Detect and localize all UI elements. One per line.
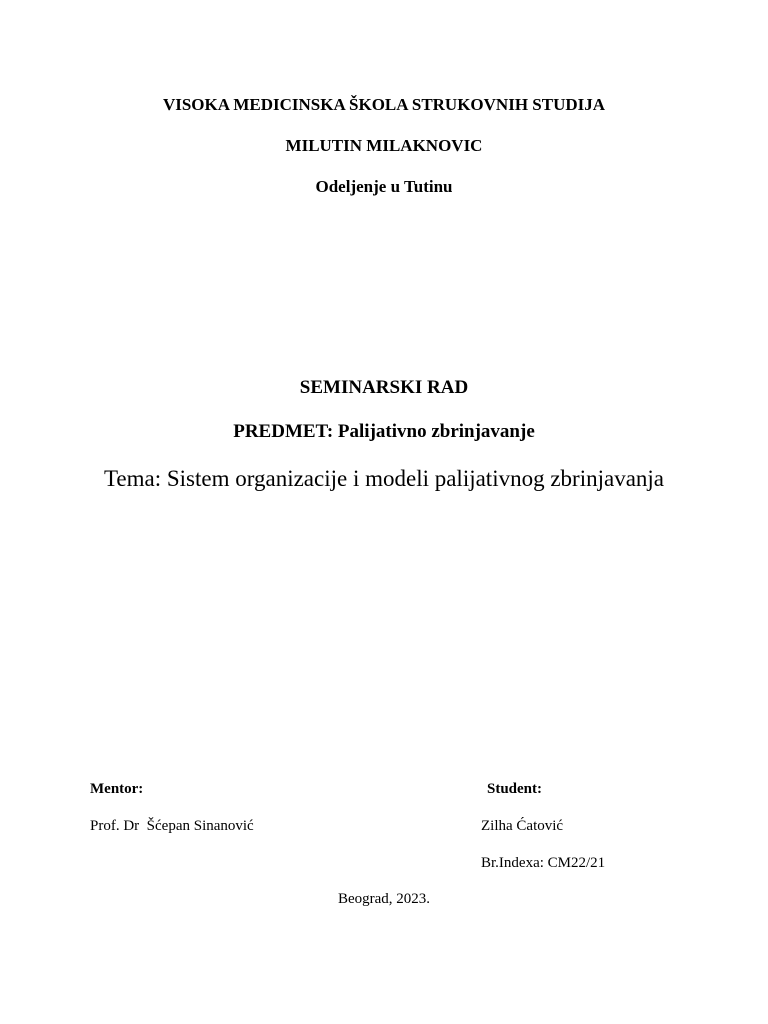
topic-line: Tema: Sistem organizacije i modeli palijativnog zbrinjavanja xyxy=(103,466,665,491)
department-name: Odeljenje u Tutinu xyxy=(315,177,453,196)
mentor-name: Prof. Dr Šćepan Sinanović xyxy=(90,818,254,834)
institution-subtitle: MILUTIN MILAKNOVIC xyxy=(285,136,483,155)
subject-line: PREDMET: Palijativno zbrinjavanje xyxy=(233,421,535,442)
student-index: Br.Indexa: CM22/21 xyxy=(481,855,606,871)
mentor-label: Mentor: xyxy=(90,781,144,797)
document-type: SEMINARSKI RAD xyxy=(299,377,469,398)
student-label: Student: xyxy=(487,781,543,797)
institution-name: VISOKA MEDICINSKA ŠKOLA STRUKOVNIH STUDIJA xyxy=(162,95,606,114)
place-date: Beograd, 2023. xyxy=(337,891,431,907)
student-name: Zilha Ćatović xyxy=(481,818,564,834)
